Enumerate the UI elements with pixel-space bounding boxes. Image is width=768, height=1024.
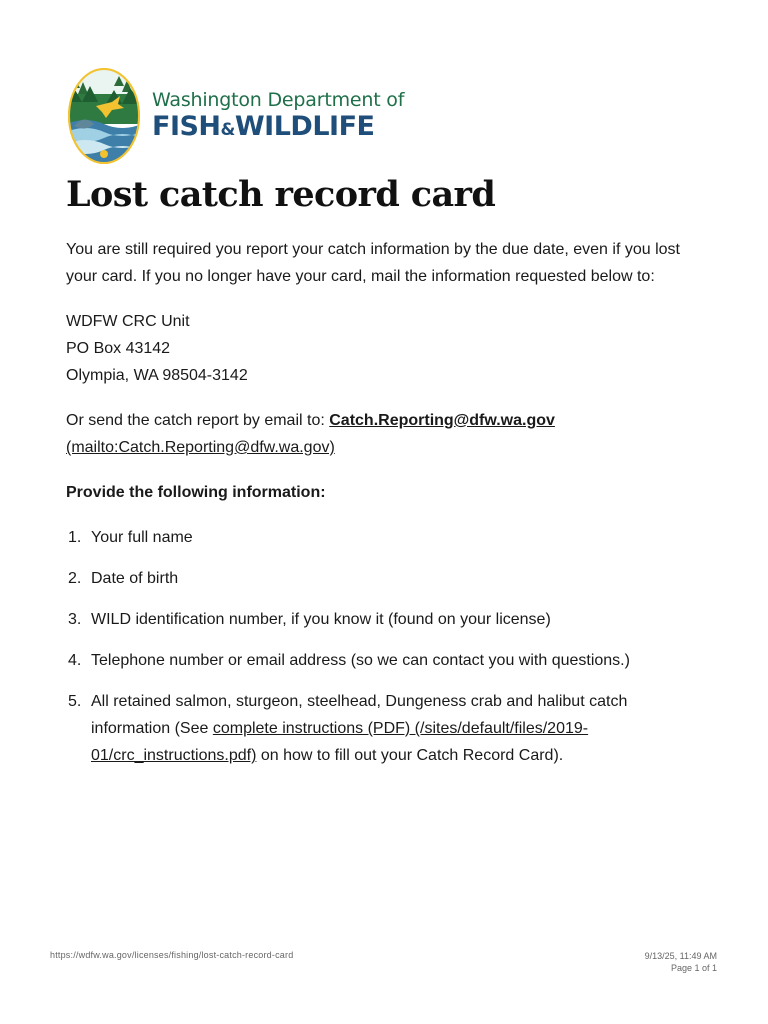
list-item-text: Date of birth — [91, 570, 179, 587]
print-datetime: 9/13/25, 11:49 AM — [644, 951, 717, 961]
email-link[interactable]: Catch.Reporting@dfw.wa.gov — [329, 412, 555, 429]
list-number: 1. — [68, 529, 82, 546]
list-item-text: WILD identification number, if you know it (found on your license) — [91, 611, 551, 628]
email-prefix: Or send the catch report by email to: — [66, 412, 330, 429]
wdfw-seal-icon — [66, 66, 142, 166]
address-line: Olympia, WA 98504-3142 — [66, 367, 248, 384]
list-item — [66, 565, 706, 592]
email-paragraph — [66, 407, 706, 461]
footer-meta — [645, 950, 717, 974]
logo-ampersand: & — [220, 119, 235, 140]
logo-fish: FISH — [152, 110, 221, 142]
logo-wordmark — [152, 89, 404, 146]
page-number: Page 1 of 1 — [670, 963, 717, 973]
list-number: 4. — [68, 652, 82, 669]
list-item-text: All retained salmon, sturgeon, steelhead, Dungeness crab and halibut catch information (See — [91, 693, 628, 737]
intro-paragraph: You are still required you report your catch information by the due date, even if you lost your card. If you no longer have your card, mail the information requested below to: — [66, 241, 680, 285]
address-line: PO Box 43142 — [66, 340, 171, 357]
main-content — [66, 236, 706, 783]
logo-agency-name: Washington Department of — [152, 88, 405, 111]
address-line: WDFW CRC Unit — [66, 313, 190, 330]
list-item — [66, 606, 706, 633]
logo-fish-wildlife — [152, 111, 404, 146]
info-list — [66, 524, 706, 769]
logo-wildlife: WILDLIFE — [234, 110, 375, 142]
provide-heading: Provide the following information: — [66, 484, 326, 501]
page-title: Lost catch record card — [66, 174, 496, 215]
list-item-text: Telephone number or email address (so we can contact you with questions.) — [91, 652, 630, 669]
mailto-link[interactable]: (mailto:Catch.Reporting@dfw.wa.gov) — [66, 439, 335, 456]
mailing-address — [66, 308, 706, 389]
list-item — [66, 688, 706, 769]
list-item — [66, 524, 706, 551]
list-item — [66, 647, 706, 674]
wdfw-logo[interactable] — [66, 66, 404, 166]
footer-url: https://wdfw.wa.gov/licenses/fishing/lost-catch-record-card — [50, 950, 294, 960]
list-number: 5. — [68, 693, 82, 710]
list-item-text: Your full name — [91, 529, 193, 546]
instructions-pdf-link[interactable]: complete instructions (PDF) (/sites/default/files/2019-01/crc_instructions.pdf) — [91, 720, 589, 764]
list-item-text: on how to fill out your Catch Record Card). — [256, 747, 564, 764]
list-number: 2. — [68, 570, 82, 587]
list-number: 3. — [68, 611, 82, 628]
